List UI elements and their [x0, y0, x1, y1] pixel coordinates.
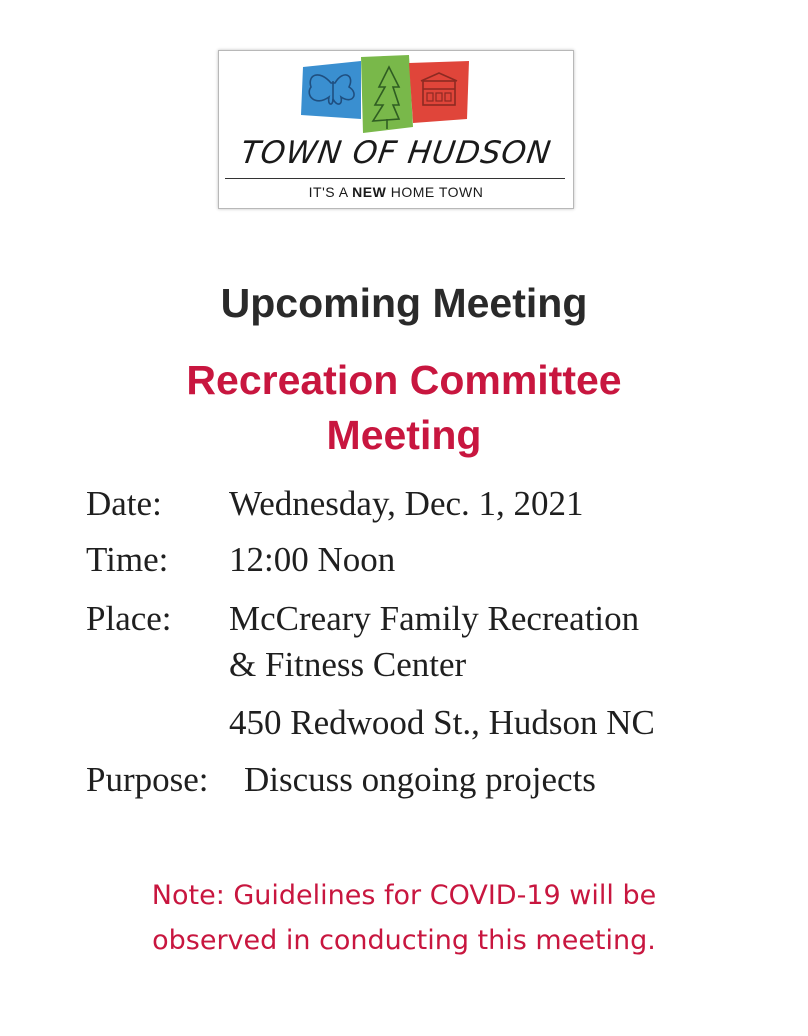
place-address: 450 Redwood St., Hudson NC: [229, 703, 655, 742]
time-value: 12:00 Noon: [229, 540, 396, 579]
place-label: Place:: [86, 599, 172, 638]
meeting-name: Recreation Committee Meeting: [186, 357, 622, 458]
time-label: Time:: [86, 540, 169, 579]
logo-tagline: IT'S A NEW HOME TOWN: [308, 184, 484, 200]
page-title: Upcoming Meeting: [220, 280, 588, 326]
building-icon: [409, 61, 469, 123]
purpose-value: Discuss ongoing projects: [244, 760, 596, 799]
covid-note: Note: Guidelines for COVID-19 will be observed in conducting this meeting.: [151, 880, 657, 956]
town-logo: [218, 50, 574, 209]
logo-title: TOWN OF HUDSON: [238, 135, 554, 171]
purpose-label: Purpose:: [86, 760, 209, 799]
place-value-line1: McCreary Family Recreation: [229, 599, 640, 638]
tree-icon: [361, 55, 413, 133]
date-value: Wednesday, Dec. 1, 2021: [229, 484, 584, 523]
butterfly-icon: [301, 61, 361, 119]
date-label: Date:: [86, 484, 162, 523]
logo-divider: [225, 178, 565, 179]
place-value-line2: & Fitness Center: [229, 645, 467, 684]
logo-emblem: [297, 53, 477, 141]
